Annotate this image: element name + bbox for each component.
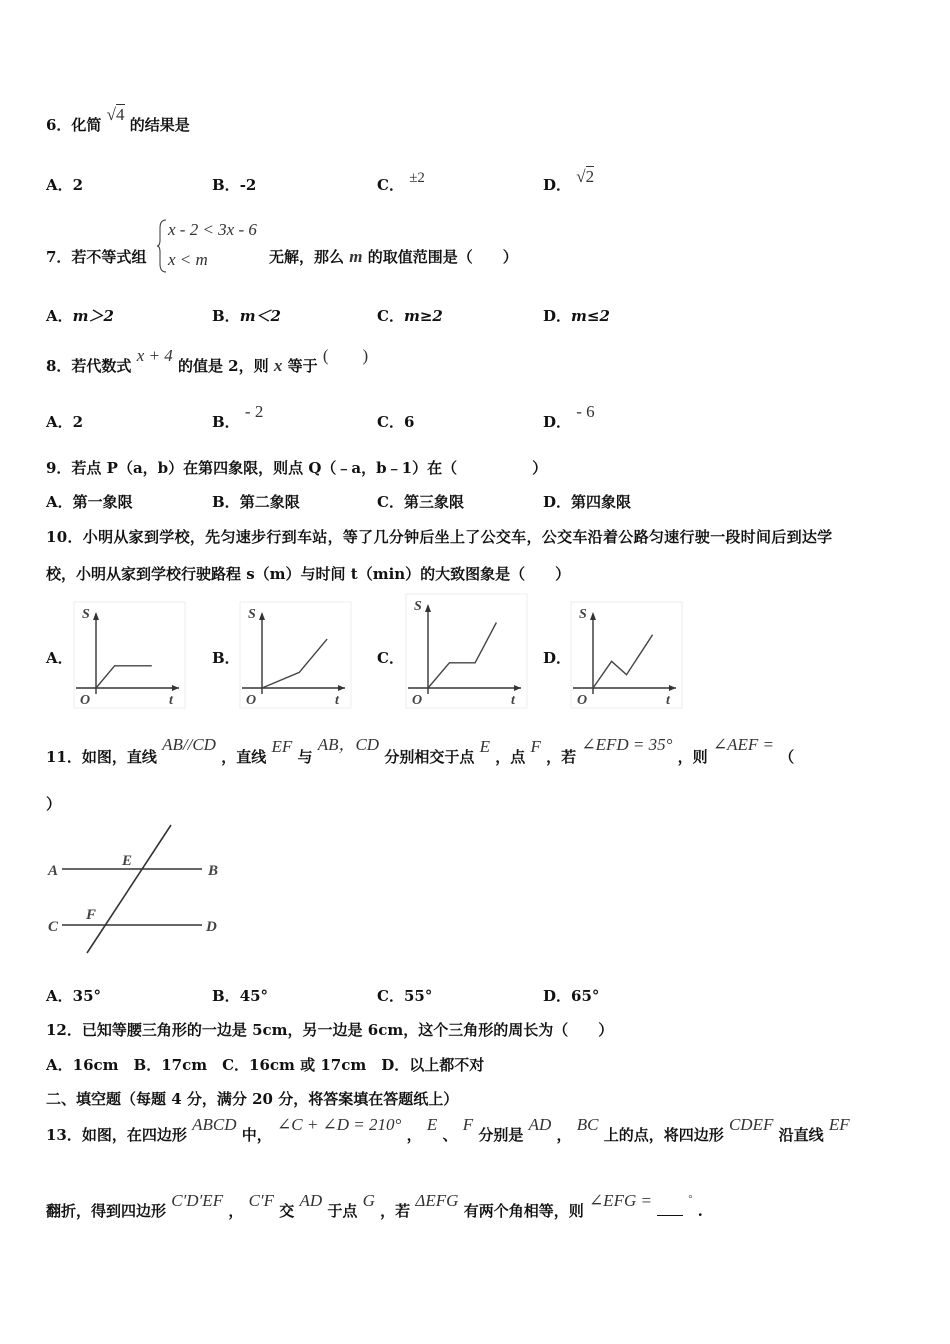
- q6-radicand: 4: [116, 105, 125, 124]
- graph-x-arrow-icon: [669, 685, 676, 691]
- graph-path: [428, 623, 496, 689]
- q6-option-b[interactable]: B．-2: [212, 176, 257, 194]
- q13-answer-blank[interactable]: [657, 1215, 683, 1216]
- q11-option-b[interactable]: B．45°: [212, 987, 269, 1005]
- q10-option-a-label[interactable]: A．: [46, 649, 73, 667]
- q7-stem-after: 无解，那么 m 的取值范围是（ ）: [269, 247, 518, 266]
- q11-figure: [42, 818, 232, 958]
- q7-stem-before: 7．若不等式组: [46, 248, 147, 266]
- q12-stem: 12．已知等腰三角形的一边是 5cm，另一边是 6cm，这个三角形的周长为（ ）: [46, 1021, 614, 1039]
- q11-option-c[interactable]: C．55°: [377, 987, 433, 1005]
- section-2-title: 二、填空题（每题 4 分，满分 20 分，将答案填在答题纸上）: [46, 1090, 459, 1108]
- q7-ineq-1: x - 2 < 3x - 6: [168, 220, 257, 239]
- q13-stem-line2: 翻折，得到四边形 C′D′EF ， C′F 交 AD 于点 G ，若 ΔEFG 有两个角相等，则 ∠EFG = ° .: [46, 1191, 703, 1220]
- graph-s-label: S: [579, 607, 587, 622]
- graph-x-arrow-icon: [172, 685, 179, 691]
- graph-y-arrow-icon: [93, 612, 99, 620]
- q10-graph-c[interactable]: [404, 592, 529, 710]
- q11-fig-label-d: D: [206, 919, 217, 935]
- graph-s-label: S: [82, 607, 90, 622]
- q6-option-c[interactable]: C． ±2: [377, 170, 425, 194]
- graph-frame: [406, 594, 527, 708]
- q8-stem: 8．若代数式 x + 4 的值是 2，则 x 等于 ( ): [46, 346, 369, 375]
- q11-option-d[interactable]: D．65°: [543, 987, 600, 1005]
- q8-option-b[interactable]: B． - 2: [212, 402, 264, 431]
- graph-origin-label: O: [577, 693, 588, 708]
- graph-y-arrow-icon: [259, 612, 265, 620]
- graph-origin-label: O: [80, 693, 91, 708]
- q6-sqrt: √4: [106, 105, 125, 124]
- q7-option-b[interactable]: B．m＜2: [212, 307, 281, 325]
- q8-option-c[interactable]: C．6: [377, 413, 415, 431]
- graph-t-label: t: [666, 693, 670, 708]
- q11-fig-label-a: A: [48, 863, 59, 879]
- q10-option-d-label[interactable]: D．: [543, 649, 572, 667]
- q7-option-d[interactable]: D．m≤2: [543, 307, 610, 325]
- q6-option-a[interactable]: A．2: [46, 176, 84, 194]
- graph-path: [96, 666, 152, 688]
- q11-stem: 11．如图，直线 AB//CD ，直线 EF 与 AB，CD 分别相交于点 E ，点 F ，若 ∠EFD = 35° ，则 ∠AEF = （: [46, 735, 795, 766]
- q11-fig-label-c: C: [48, 919, 59, 935]
- q8-option-d[interactable]: D． - 6: [543, 402, 595, 431]
- q13-stem-line1: 13．如图，在四边形 ABCD 中， ∠C + ∠D = 210° ， E 、 F 分别是 AD ， BC 上的点，将四边形 CDEF 沿直线 EF: [46, 1115, 850, 1144]
- q9-option-d[interactable]: D．第四象限: [543, 493, 632, 511]
- q11-fig-label-f: F: [86, 907, 97, 923]
- q10-graph-b[interactable]: [238, 600, 353, 710]
- graph-y-arrow-icon: [590, 612, 596, 620]
- q11-fig-label-e: E: [122, 853, 133, 869]
- q7-option-c[interactable]: C．m≥2: [377, 307, 443, 325]
- graph-t-label: t: [335, 693, 339, 708]
- graph-t-label: t: [511, 693, 515, 708]
- q10-stem-line1: 10．小明从家到学校，先匀速步行到车站，等了几分钟后坐上了公交车，公交车沿着公路匀速行驶一段时间后到达学: [46, 528, 833, 546]
- q8-option-a[interactable]: A．2: [46, 413, 84, 431]
- q10-stem-line2: 校，小明从家到学校行驶路程 s（m）与时间 t（min）的大致图象是（ ）: [46, 565, 571, 583]
- graph-path: [262, 639, 327, 688]
- q12-options[interactable]: A．16cm B．17cm C．16cm 或 17cm D．以上都不对: [46, 1056, 485, 1074]
- q11-stem-close: ）: [46, 795, 62, 813]
- q10-graph-d[interactable]: [569, 600, 684, 710]
- graph-x-arrow-icon: [514, 685, 521, 691]
- q10-option-c-label[interactable]: C．: [377, 649, 404, 667]
- q9-option-a[interactable]: A．第一象限: [46, 493, 133, 511]
- q9-stem: 9．若点 P（a，b）在第四象限，则点 Q（﹣a，b﹣1）在（ ）: [46, 459, 548, 477]
- q8-expr: x + 4: [136, 346, 173, 365]
- q6-stem-before: 6．化简: [46, 116, 102, 134]
- graph-origin-label: O: [412, 693, 423, 708]
- q7-brace: [156, 218, 168, 278]
- q6-option-d-sqrt: √2: [576, 167, 595, 186]
- graph-s-label: S: [248, 607, 256, 622]
- q10-graph-a[interactable]: [72, 600, 187, 710]
- q6-option-d[interactable]: D． √2: [543, 167, 595, 194]
- graph-origin-label: O: [246, 693, 257, 708]
- graph-y-arrow-icon: [425, 604, 431, 612]
- q7-brace-icon: [156, 218, 168, 274]
- graph-x-arrow-icon: [338, 685, 345, 691]
- q7-option-a[interactable]: A．m＞2: [46, 307, 114, 325]
- q11-option-a[interactable]: A．35°: [46, 987, 102, 1005]
- q6-stem-after: 的结果是: [129, 116, 190, 134]
- q11-fig-label-b: B: [208, 863, 219, 879]
- q9-option-b[interactable]: B．第二象限: [212, 493, 300, 511]
- graph-s-label: S: [414, 599, 422, 614]
- q10-option-b-label[interactable]: B．: [212, 649, 240, 667]
- q9-option-c[interactable]: C．第三象限: [377, 493, 464, 511]
- graph-t-label: t: [169, 693, 173, 708]
- q8-paren: ( ): [322, 346, 369, 365]
- q7-ineq-2: x < m: [168, 250, 208, 269]
- graph-path: [593, 635, 653, 688]
- q6-stem: [46, 105, 190, 135]
